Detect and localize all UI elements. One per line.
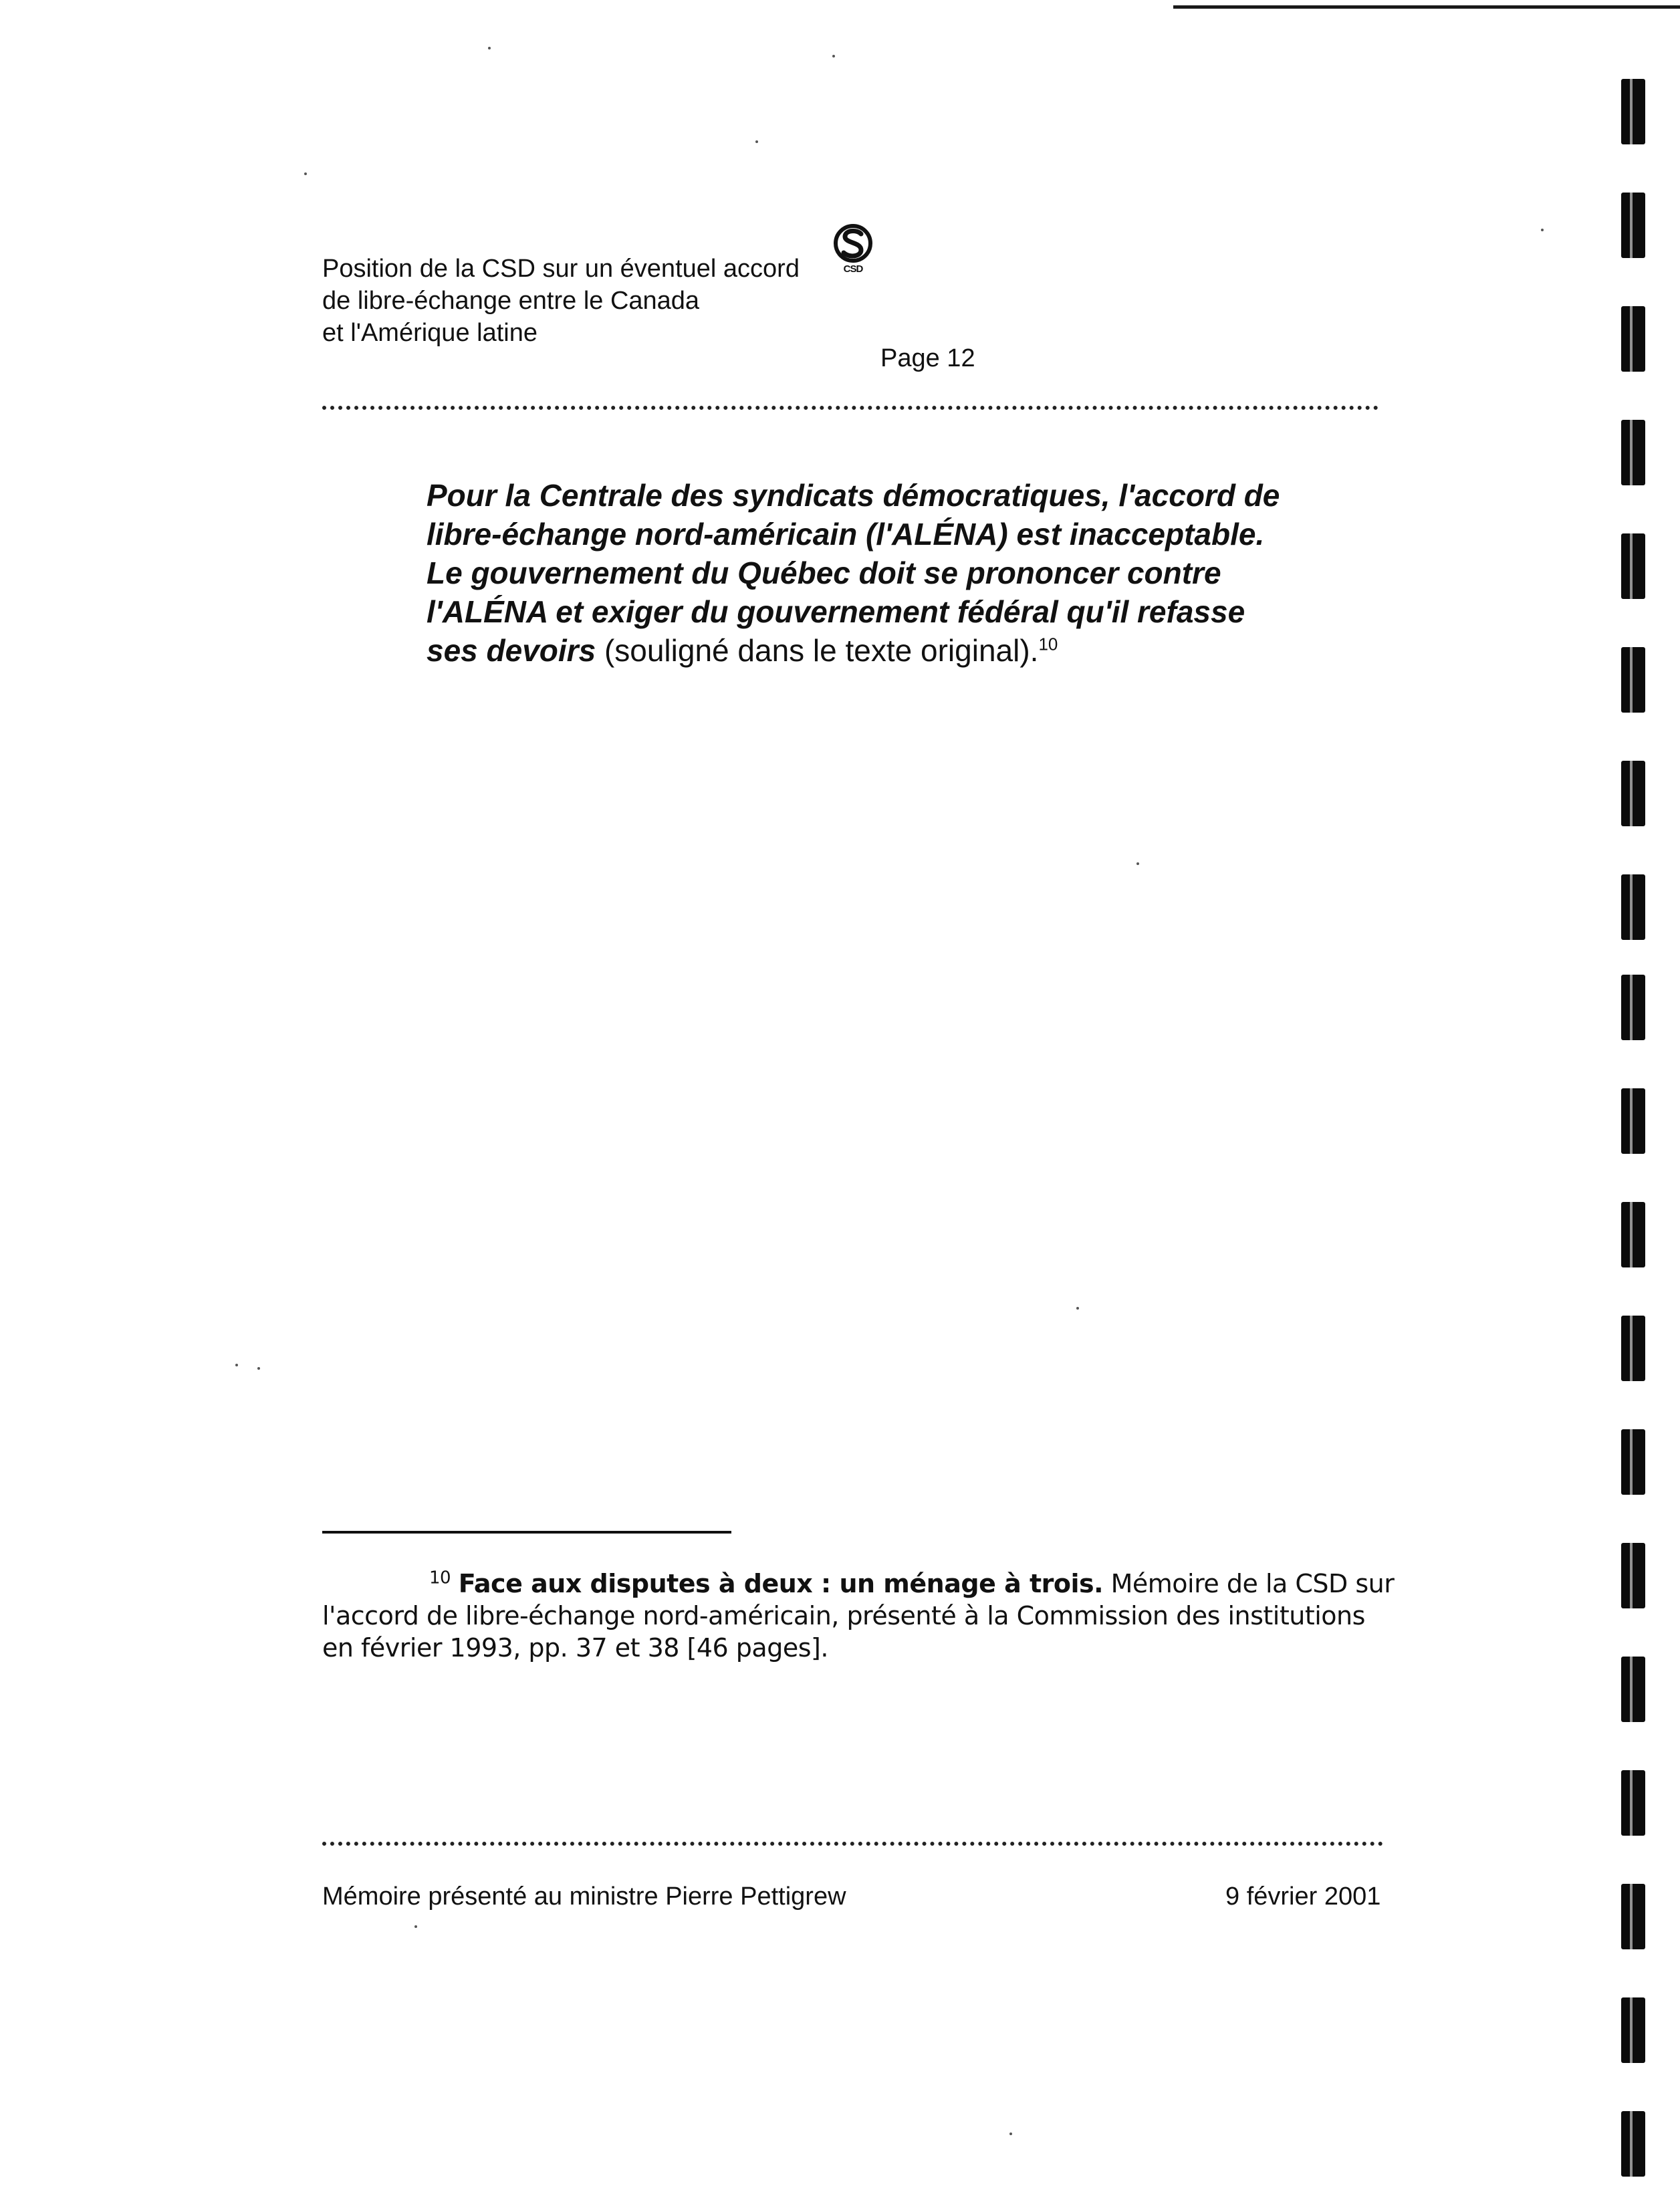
footnote xyxy=(322,1568,1395,1664)
binding-ring xyxy=(1621,1884,1645,1949)
binding-ring xyxy=(1621,761,1645,826)
binding-ring xyxy=(1621,1770,1645,1836)
scan-speck xyxy=(1009,2133,1012,2135)
footer-divider xyxy=(322,1842,1383,1846)
footnote-reference: 10 xyxy=(1038,634,1058,654)
quotation-emphasized: Pour la Centrale des syndicats démocratiques, l'accord de libre-échange nord-américain (l'ALÉNA) est inacceptable. Le gouvernement du Québec doit se prononcer contre l'ALÉNA et exiger du gouvernement fédéral qu'il refasse ses devoirs xyxy=(427,478,1280,668)
footer-date: 9 février 2001 xyxy=(1225,1882,1381,1911)
csd-logo xyxy=(830,223,876,277)
scan-speck xyxy=(235,1364,238,1366)
scan-speck xyxy=(488,47,491,49)
scan-speck xyxy=(1076,1307,1079,1310)
spiral-binding xyxy=(1621,60,1668,2186)
binding-ring xyxy=(1621,1316,1645,1381)
footnote-text: Mémoire de la CSD sur l'accord de libre-échange nord-américain, présenté à la Commission des institutions en février 1993, pp. 37 et 38 [46 pages]. xyxy=(322,1569,1395,1663)
binding-ring xyxy=(1621,1202,1645,1267)
header-title-line-2: de libre-échange entre le Canada xyxy=(322,287,700,315)
binding-ring xyxy=(1621,1997,1645,2063)
logo-text: CSD xyxy=(843,263,863,275)
top-edge-rule xyxy=(1173,5,1680,9)
scan-speck xyxy=(304,172,307,175)
binding-ring xyxy=(1621,533,1645,599)
header-title-line-1: Position de la CSD sur un éventuel accord xyxy=(322,255,800,283)
scan-speck xyxy=(1136,862,1139,865)
header-title xyxy=(322,253,830,349)
scan-speck xyxy=(755,140,758,143)
footnote-separator xyxy=(322,1531,731,1534)
binding-ring xyxy=(1621,79,1645,144)
binding-ring xyxy=(1621,193,1645,258)
scan-speck xyxy=(414,1925,417,1928)
footer-memoire: Mémoire présenté au ministre Pierre Pettigrew xyxy=(322,1882,846,1911)
binding-ring xyxy=(1621,306,1645,372)
footnote-number: 10 xyxy=(429,1568,451,1588)
scan-speck xyxy=(832,55,835,57)
quotation-plain: (souligné dans le texte original). xyxy=(596,633,1039,668)
footnote-title: Face aux disputes à deux : un ménage à trois. xyxy=(458,1569,1104,1598)
header-title-line-3: et l'Amérique latine xyxy=(322,319,537,347)
csd-logo-icon xyxy=(830,223,876,263)
binding-ring xyxy=(1621,1088,1645,1154)
binding-ring xyxy=(1621,420,1645,485)
binding-ring xyxy=(1621,975,1645,1040)
binding-ring xyxy=(1621,647,1645,713)
binding-ring xyxy=(1621,1429,1645,1495)
binding-ring xyxy=(1621,1543,1645,1608)
scan-speck xyxy=(257,1367,260,1370)
quotation-block xyxy=(427,476,1296,670)
binding-ring xyxy=(1621,1657,1645,1722)
header-divider xyxy=(322,406,1378,410)
scan-speck xyxy=(1541,229,1544,231)
binding-ring xyxy=(1621,2111,1645,2177)
binding-ring xyxy=(1621,874,1645,940)
page-number: Page 12 xyxy=(880,344,975,372)
